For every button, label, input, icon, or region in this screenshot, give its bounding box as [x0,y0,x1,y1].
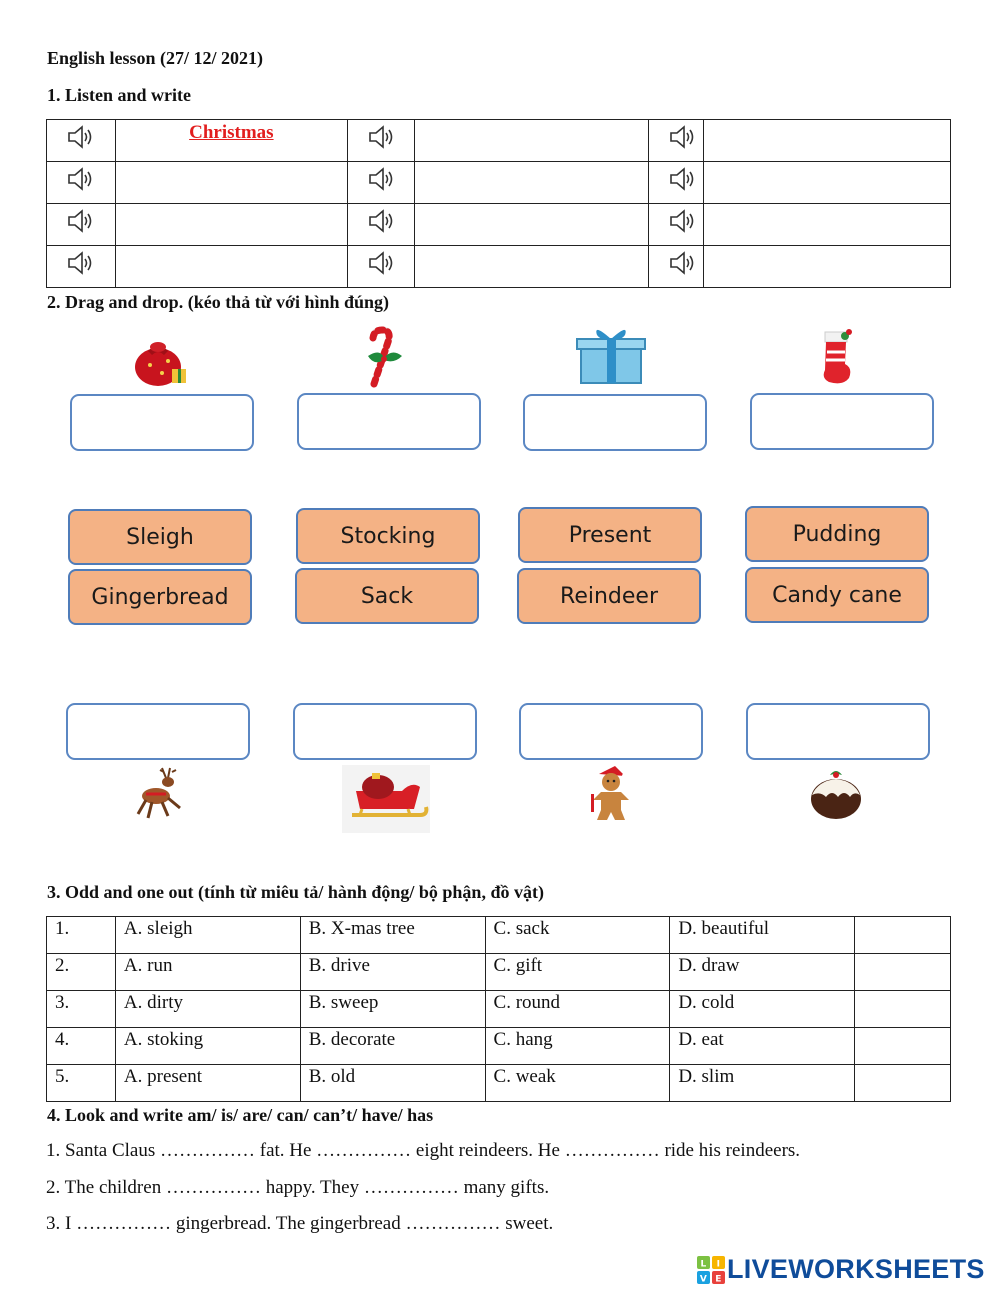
drop-box-stocking[interactable] [750,393,934,450]
option-cell: A. stoking [115,1028,300,1065]
answer-cell[interactable] [414,204,649,246]
speaker-cell [47,162,116,204]
drop-box-present[interactable] [523,394,707,451]
odd-one-out-table [46,916,951,1102]
gingerbread-picture [587,764,635,824]
option-cell: B. old [300,1065,485,1102]
question-number: 1. [47,917,116,954]
listen-row [47,246,951,288]
speaker-cell [347,120,414,162]
answer-cell[interactable] [855,991,951,1028]
option-cell: D. slim [670,1065,855,1102]
speaker-cell [47,246,116,288]
sack-picture [130,333,190,388]
listen-row [47,162,951,204]
answer-cell[interactable] [855,917,951,954]
question-number: 2. [47,954,116,991]
word-chip-present[interactable]: Present [518,507,702,563]
option-cell: C. gift [485,954,670,991]
option-cell: A. run [115,954,300,991]
present-picture [575,323,647,385]
table-row [47,1065,951,1102]
answer-cell[interactable] [855,954,951,991]
drop-box-reindeer[interactable] [66,703,250,760]
option-cell: C. weak [485,1065,670,1102]
question-number: 3. [47,991,116,1028]
listen-row [47,120,951,162]
sentence-2: 2. The children …………… happy. They …………… many gifts. [46,1177,550,1198]
word-chip-stocking[interactable]: Stocking [296,508,480,564]
answer-cell[interactable] [115,162,347,204]
speaker-cell [649,120,704,162]
speaker-icon[interactable] [667,248,697,278]
table-row [47,991,951,1028]
option-cell: B. drive [300,954,485,991]
word-chip-gingerbread[interactable]: Gingerbread [68,569,252,625]
word-chip-sack[interactable]: Sack [295,568,479,624]
answer-cell[interactable] [704,120,951,162]
svg-text:L: L [700,1259,707,1269]
section2-heading: 2. Drag and drop. (kéo thả từ với hình đúng) [47,292,390,312]
section4-heading: 4. Look and write am/ is/ are/ can/ can’t/ have/ has [47,1105,434,1125]
lesson-title: English lesson (27/ 12/ 2021) [47,48,264,68]
listen-row [47,204,951,246]
question-number: 4. [47,1028,116,1065]
answer-cell[interactable] [704,204,951,246]
speaker-icon[interactable] [366,248,396,278]
table-row [47,1028,951,1065]
speaker-icon[interactable] [667,122,697,152]
word-chip-candy-cane[interactable]: Candy cane [745,567,929,623]
speaker-cell [47,204,116,246]
answer-cell[interactable] [115,246,347,288]
liveworksheets-logo [697,1254,985,1285]
answer-cell[interactable] [704,162,951,204]
speaker-icon[interactable] [65,206,95,236]
option-cell: B. X-mas tree [300,917,485,954]
answer-cell[interactable] [414,246,649,288]
speaker-icon[interactable] [667,164,697,194]
section3-heading: 3. Odd and one out (tính từ miêu tả/ hành động/ bộ phận, đồ vật) [47,882,544,902]
speaker-icon[interactable] [65,248,95,278]
drop-box-sleigh[interactable] [293,703,477,760]
speaker-cell [649,204,704,246]
svg-text:I: I [716,1259,721,1269]
speaker-cell [649,162,704,204]
option-cell: D. cold [670,991,855,1028]
sentence-3: 3. I …………… gingerbread. The gingerbread …………… sweet. [46,1213,554,1234]
option-cell: A. sleigh [115,917,300,954]
drop-box-pudding[interactable] [746,703,930,760]
speaker-cell [347,246,414,288]
section1-heading: 1. Listen and write [47,85,191,105]
table-row [47,954,951,991]
reindeer-picture [132,764,186,822]
logo-text: LIVEWORKSHEETS [727,1254,985,1284]
option-cell: C. round [485,991,670,1028]
option-cell: A. dirty [115,991,300,1028]
option-cell: D. beautiful [670,917,855,954]
option-cell: D. draw [670,954,855,991]
stocking-picture [815,324,859,388]
listen-write-table [46,119,951,288]
speaker-icon[interactable] [366,206,396,236]
answer-cell[interactable] [855,1065,951,1102]
question-number: 5. [47,1065,116,1102]
answer-cell[interactable] [414,162,649,204]
answer-cell[interactable] [855,1028,951,1065]
pudding-picture [806,765,866,821]
speaker-icon[interactable] [65,164,95,194]
answer-cell[interactable] [115,120,347,162]
option-cell: C. sack [485,917,670,954]
speaker-cell [47,120,116,162]
speaker-cell [347,162,414,204]
svg-text:E: E [715,1274,722,1284]
option-cell: A. present [115,1065,300,1102]
speaker-icon[interactable] [65,122,95,152]
word-chip-reindeer[interactable]: Reindeer [517,568,701,624]
sleigh-picture [342,765,430,833]
speaker-cell [347,204,414,246]
svg-text:V: V [699,1274,708,1284]
speaker-icon[interactable] [366,122,396,152]
speaker-cell [649,246,704,288]
table-row [47,917,951,954]
drop-box-sack[interactable] [70,394,254,451]
drop-box-gingerbread[interactable] [519,703,703,760]
option-cell: B. sweep [300,991,485,1028]
drop-box-candy-cane[interactable] [297,393,481,450]
option-cell: D. eat [670,1028,855,1065]
speaker-icon[interactable] [667,206,697,236]
logo-icon [697,1256,725,1284]
answer-cell[interactable] [115,204,347,246]
option-cell: B. decorate [300,1028,485,1065]
sentence-1: 1. Santa Claus …………… fat. He …………… eight reindeers. He …………… ride his reindeers. [46,1140,801,1161]
option-cell: C. hang [485,1028,670,1065]
answer-cell[interactable] [704,246,951,288]
speaker-icon[interactable] [366,164,396,194]
candy-cane-picture [362,326,408,388]
word-chip-pudding[interactable]: Pudding [745,506,929,562]
word-chip-sleigh[interactable]: Sleigh [68,509,252,565]
answer-text: Christmas [189,122,274,143]
answer-cell[interactable] [414,120,649,162]
